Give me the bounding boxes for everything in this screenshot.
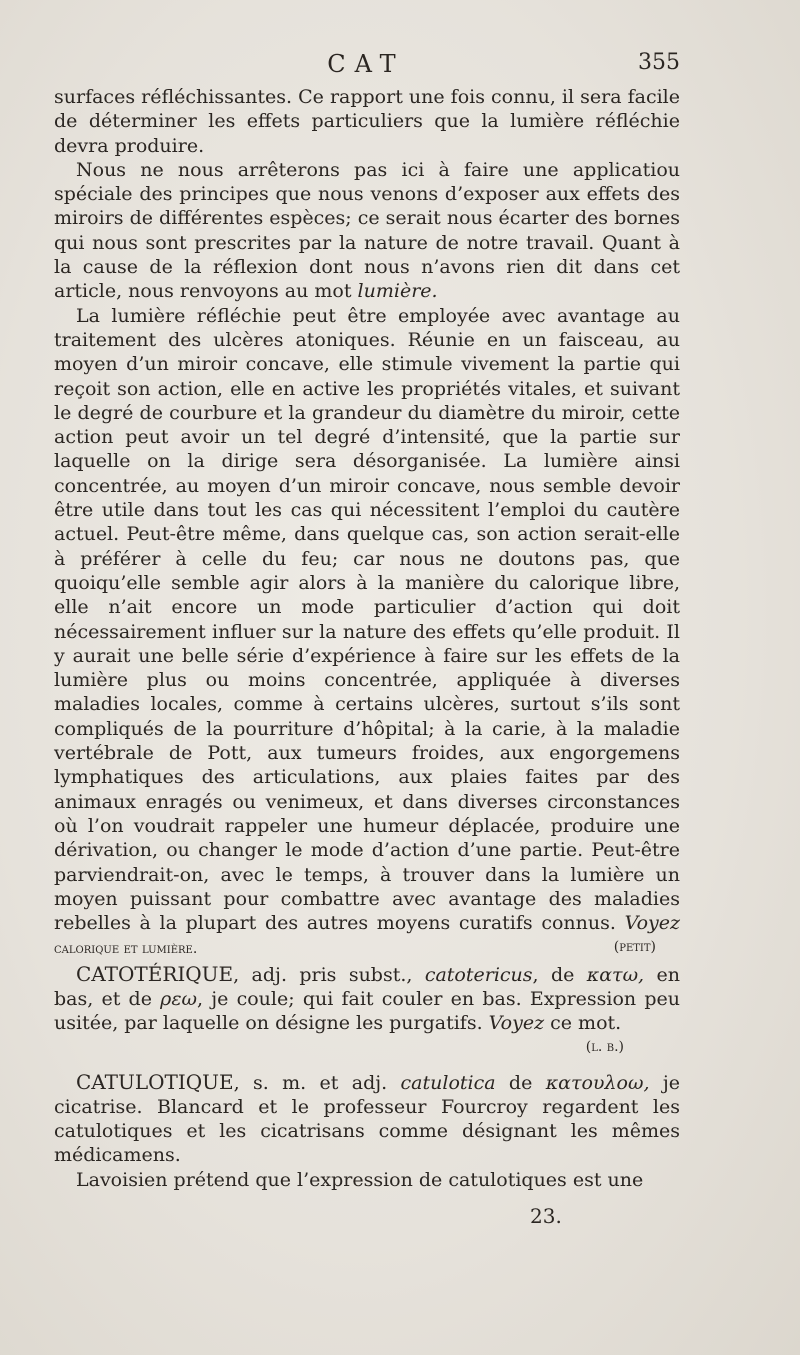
entry-gap — [54, 1058, 680, 1070]
entry-catulotique-text-a: , s. m. et adj. — [233, 1071, 388, 1094]
signature-mark: 23. — [530, 1204, 562, 1228]
page-header — [52, 50, 680, 84]
entry-catoterique-text-a: , adj. pris subst., — [233, 963, 413, 986]
greek-kato: κατω, — [586, 963, 645, 986]
latin-catulotica: catulotica — [400, 1071, 496, 1094]
entry-catulotique-text-c: je cicatrise. Blancard et le professeur Fourcroy regardent les catulotiques et les cicatrisans comme désignant les mêmes médicamens. — [54, 1071, 680, 1167]
author-signature-lb: (l. b.) — [585, 1038, 624, 1055]
entry-catoterique-text-d: , je coule; qui fait couler en bas. Expression peu usitée, par laquelle on désigne les purgatifs. — [54, 987, 680, 1035]
voyez-label-2: Voyez — [488, 1012, 545, 1035]
headword-catoterique: CATOTÉRIQUE — [76, 961, 234, 986]
greek-reo: ρεω — [160, 987, 198, 1010]
paragraph-2-text: Nous ne nous arrêterons pas ici à faire une applicatiou spéciale des principes que nous venons d’exposer aux effets des miroirs de différentes espèces; ce serait nous écarter des bornes qui nous sont prescrites par la nature de notre travail. Quant à la cause de la réflexion dont nous n’avons rien dit dans cet article, nous renvoyons au mot — [54, 158, 680, 303]
paragraph-3-text: La lumière réfléchie peut être employée avec avantage au traitement des ulcères atoniques. Réunie en un faisceau, au moyen d’un miroir concave, elle stimule vivement la partie qui reçoit son action, elle en active les propriétés vitales, et suivant le degré de courbure et la grandeur du diamètre du miroir, cette action peut avoir un tel degré d’intensité, que la partie sur laquelle on la dirige sera désorganisée. La lumière ainsi concentrée, au moyen d’un miroir concave, nous semble devoir être utile dans tout les cas qui nécessitent l’emploi du cautère actuel. Peut-être même, dans quelque cas, son action serait-elle à préférer à celle du feu; car nous ne doutons pas, que quoiqu’elle semble agir alors à la manière du calorique libre, elle n’ait encore un mode particulier d’action qui doit nécessairement influer sur la nature des effets qu’elle produit. Il y aurait une belle série d’expérience à faire sur les effets de la lumière plus ou moins concentrée, appliquée à diverses maladies locales, comme à certains ulcères, surtout s’ils sont compliqués de la pourriture d’hôpital; à la carie, à la maladie vertébrale de Pott, aux tumeurs froides, aux engorgemens lymphatiques des articulations, aux plaies faites par des animaux enragés ou venimeux, et dans diverses circonstances où l’on voudrait rappeler une humeur déplacée, produire une dérivation, ou changer le mode d’action d’une partie. Peut-être parviendrait-on, avec le temps, à trouver dans la lumière un moyen puissant pour combattre avec avantage des maladies rebelles à la plupart des autres moyens curatifs connus. — [54, 304, 680, 935]
entry-catoterique — [54, 962, 680, 1036]
see-also-refs: calorique et lumière. — [54, 941, 198, 958]
author-signature-petit: (petit) — [613, 939, 656, 956]
entry-catulotique-text-b: de — [508, 1071, 533, 1094]
voyez-label: Voyez — [624, 912, 680, 935]
cross-reference-lumiere: lumière. — [357, 280, 438, 303]
running-head: CAT — [327, 50, 405, 78]
paragraph-1: surfaces réfléchissantes. Ce rapport une fois connu, il sera facile de déterminer les effets particuliers que la lumière réfléchie devra produire. — [54, 86, 680, 157]
latin-catotericus: catotericus — [424, 963, 533, 986]
greek-katouloo: κατουλοω, — [545, 1071, 650, 1094]
headword-catulotique: CATULOTIQUE — [76, 1069, 234, 1094]
entry-catoterique-text-e: ce mot. — [550, 1012, 622, 1035]
entry-catoterique-text-b: , de — [532, 963, 575, 986]
entry-catoterique-text-c: en bas, et de — [54, 963, 680, 1010]
page-number: 355 — [638, 50, 680, 75]
entry-catulotique — [54, 1070, 680, 1168]
paragraph-2 — [54, 158, 680, 304]
paragraph-last: Lavoisien prétend que l’expression de catulotiques est une — [76, 1168, 644, 1191]
paragraph-3 — [54, 304, 680, 962]
body-text — [54, 85, 680, 1192]
